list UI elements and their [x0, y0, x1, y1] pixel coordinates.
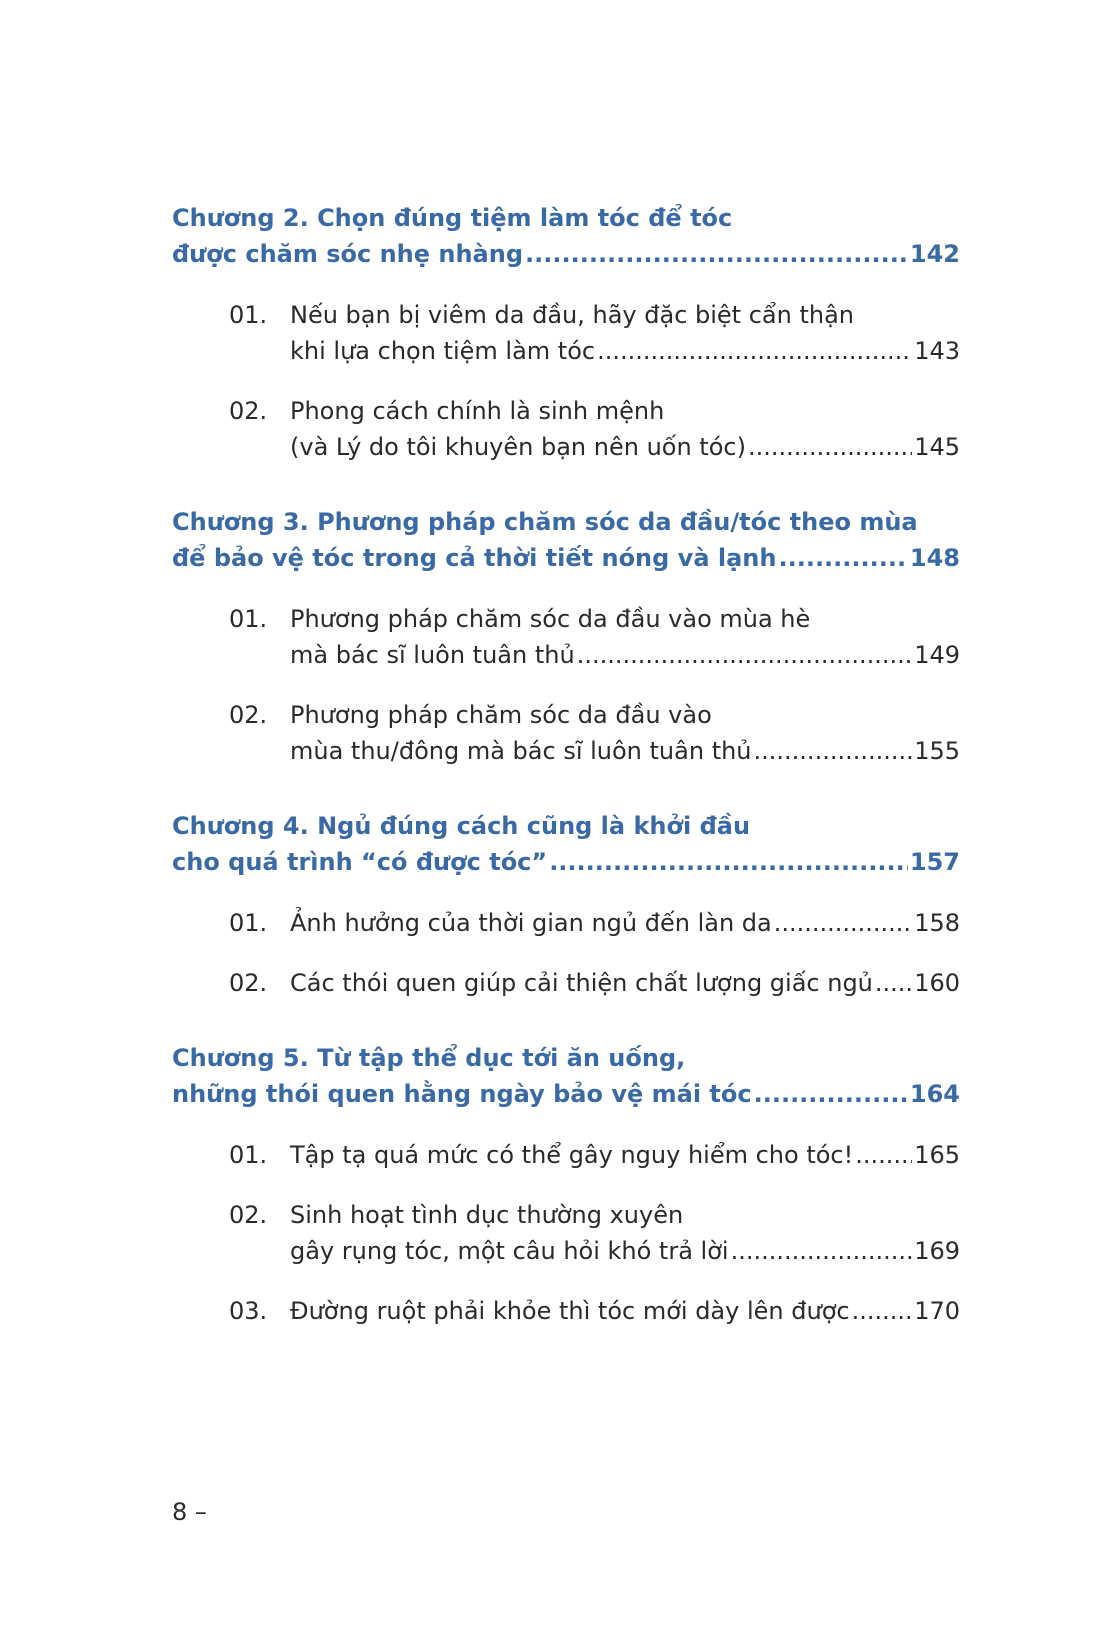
- entry-title: Ảnh hưởng của thời gian ngủ đến làn da: [290, 909, 772, 937]
- dot-leader: [875, 965, 912, 1001]
- entry-title-line2: gây rụng tóc, một câu hỏi khó trả lời: [290, 1237, 729, 1265]
- chapter-title-line1: Chương 2. Chọn đúng tiệm làm tóc để tóc: [172, 204, 733, 232]
- page-number: 8 –: [172, 1498, 207, 1526]
- entry-number: 02.: [229, 1201, 268, 1229]
- toc-entry: [229, 965, 960, 1001]
- toc-entry: [229, 393, 960, 465]
- dot-leader: [754, 733, 913, 769]
- chapter-title-line1: Chương 5. Từ tập thể dục tới ăn uống,: [172, 1044, 686, 1072]
- entry-page-number: 143: [914, 337, 960, 365]
- entry-number: 02.: [229, 397, 268, 425]
- dot-leader: [597, 333, 912, 369]
- dot-leader: [549, 844, 908, 880]
- dot-leader: [525, 236, 908, 272]
- toc-entry: [229, 1197, 960, 1269]
- entry-number: 01.: [229, 909, 268, 937]
- entry-page-number: 145: [914, 433, 960, 461]
- chapter-title-line1: Chương 3. Phương pháp chăm sóc da đầu/tóc theo mùa: [172, 508, 918, 536]
- chapter-page-number: 164: [909, 1080, 960, 1108]
- entry-page-number: 149: [914, 641, 960, 669]
- chapter-page-number: 148: [909, 544, 960, 572]
- toc-entry: [229, 905, 960, 941]
- toc-entry: [229, 697, 960, 769]
- entry-number: 02.: [229, 701, 268, 729]
- entry-title-line2: khi lựa chọn tiệm làm tóc: [290, 337, 596, 365]
- entry-page-number: 158: [914, 909, 960, 937]
- chapter-heading: [172, 504, 960, 576]
- toc-entry: [229, 1293, 960, 1329]
- dot-leader: [852, 1293, 913, 1329]
- toc-entry: [229, 601, 960, 673]
- table-of-contents: [172, 200, 960, 1353]
- dot-leader: [778, 540, 907, 576]
- entry-title: Đường ruột phải khỏe thì tóc mới dày lên được: [290, 1297, 850, 1325]
- dot-leader: [748, 429, 912, 465]
- entry-title-line1: Phong cách chính là sinh mệnh: [290, 397, 665, 425]
- chapter-title-line1: Chương 4. Ngủ đúng cách cũng là khởi đầu: [172, 812, 751, 840]
- entry-page-number: 169: [914, 1237, 960, 1265]
- entry-title: Các thói quen giúp cải thiện chất lượng giấc ngủ: [290, 969, 873, 997]
- chapter-title-line2: [172, 1076, 960, 1112]
- dot-leader: [577, 637, 913, 673]
- chapter-page-number: 142: [909, 240, 960, 268]
- entry-title-line2: mùa thu/đông mà bác sĩ luôn tuân thủ: [290, 737, 752, 765]
- chapter-heading: [172, 1040, 960, 1112]
- chapter-title-text: cho quá trình “có được tóc”: [172, 848, 548, 876]
- entry-title-line1: Phương pháp chăm sóc da đầu vào mùa hè: [290, 605, 811, 633]
- entry-title-line2: (và Lý do tôi khuyên bạn nên uốn tóc): [290, 433, 746, 461]
- entry-page-number: 165: [914, 1141, 960, 1169]
- chapter-title-text: những thói quen hằng ngày bảo vệ mái tóc: [172, 1080, 752, 1108]
- chapter-title-line2: [172, 540, 960, 576]
- entry-page-number: 155: [914, 737, 960, 765]
- toc-entry: [229, 297, 960, 369]
- chapter-title-text: được chăm sóc nhẹ nhàng: [172, 240, 523, 268]
- entry-page-number: 170: [914, 1297, 960, 1325]
- toc-entry: [229, 1137, 960, 1173]
- entry-number: 01.: [229, 301, 268, 329]
- chapter-heading: [172, 808, 960, 880]
- entry-number: 01.: [229, 1141, 268, 1169]
- dot-leader: [855, 1137, 912, 1173]
- entry-number: 02.: [229, 969, 268, 997]
- entry-number: 03.: [229, 1297, 268, 1325]
- chapter-title-line2: [172, 844, 960, 880]
- entry-title-line1: Phương pháp chăm sóc da đầu vào: [290, 701, 712, 729]
- entry-title: Tập tạ quá mức có thể gây nguy hiểm cho tóc!: [290, 1141, 854, 1169]
- dot-leader: [754, 1076, 908, 1112]
- dot-leader: [774, 905, 912, 941]
- entry-title-line1: Nếu bạn bị viêm da đầu, hãy đặc biệt cẩn thận: [290, 301, 854, 329]
- chapter-title-line2: [172, 236, 960, 272]
- entry-number: 01.: [229, 605, 268, 633]
- entry-page-number: 160: [914, 969, 960, 997]
- chapter-heading: [172, 200, 960, 272]
- chapter-title-text: để bảo vệ tóc trong cả thời tiết nóng và lạnh: [172, 544, 777, 572]
- dot-leader: [731, 1233, 913, 1269]
- entry-title-line2: mà bác sĩ luôn tuân thủ: [290, 641, 575, 669]
- chapter-page-number: 157: [909, 848, 960, 876]
- entry-title-line1: Sinh hoạt tình dục thường xuyên: [290, 1201, 684, 1229]
